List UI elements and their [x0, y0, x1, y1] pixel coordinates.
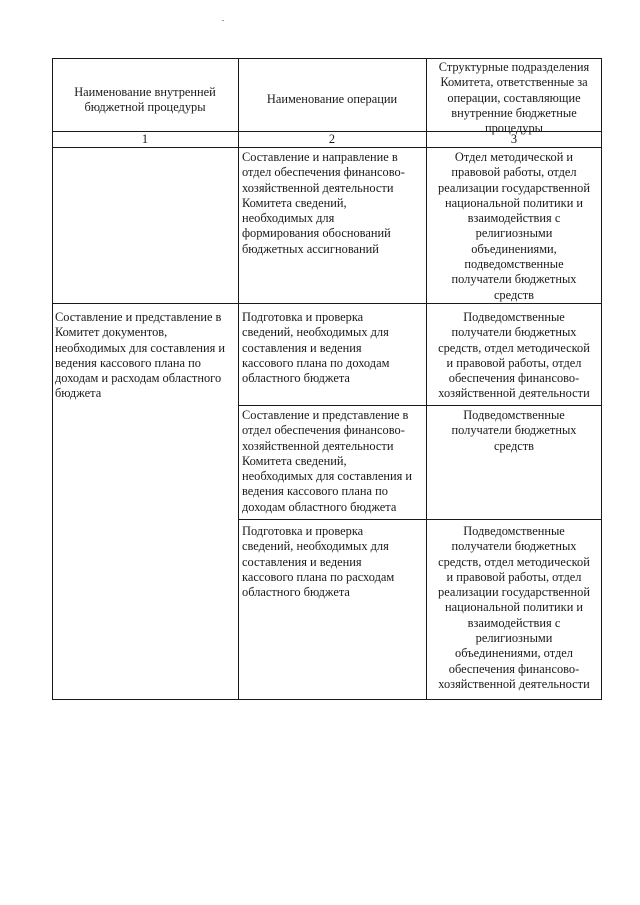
row1-bottom-rule [52, 303, 602, 304]
row3-responsible-units: Подведомственные получатели бюджетных средств [451, 408, 577, 453]
table-border-left [52, 58, 53, 700]
header-responsible-units: Структурные подразделения Комитета, ответственные за операции, составляющие внутренние бюджетные процедуры [438, 60, 590, 136]
column-number-3: 3 [510, 132, 518, 146]
table-border-bottom [52, 699, 602, 700]
column-divider-2 [426, 58, 427, 700]
row4-responsible-units: Подведомственные получатели бюджетных средств, отдел методической и правовой работы, отдел реализации государственной национальной политики и взаимодействия с религиозными объединениями, отдел обеспечения финансово- хозяйственной деятельности [438, 524, 590, 691]
column-divider-1 [238, 58, 239, 700]
table-border-top [52, 58, 602, 59]
row1-operation: Составление и направление в отдел обеспечения финансово- хозяйственной деятельности Комитета сведений, необходимых для формирования обоснований бюджетных ассигнований [242, 150, 405, 256]
row4-operation: Подготовка и проверка сведений, необходимых для составления и ведения кассового плана по расходам областного бюджета [242, 524, 395, 600]
row2-operation: Подготовка и проверка сведений, необходимых для составления и ведения кассового плана по доходам областного бюджета [242, 310, 390, 386]
header-operation-name: Наименование операции [266, 92, 398, 106]
header-procedure-name: Наименование внутренней бюджетной процедуры [74, 85, 216, 115]
row1-responsible-units: Отдел методической и правовой работы, отдел реализации государственной национальной политики и взаимодействия с религиозными объединениями, подведомственные получатели бюджетных средств [438, 150, 590, 302]
row3-operation: Составление и представление в отдел обеспечения финансово- хозяйственной деятельности Комитета сведений, необходимых для составления и ведения кассового плана по доходам областного бюджета [242, 408, 413, 514]
table-border-right [601, 58, 602, 700]
row2-responsible-units: Подведомственные получатели бюджетных средств, отдел методической и правовой работы, отдел обеспечения финансово- хозяйственной деятельности [438, 310, 590, 401]
row2-bottom-rule [238, 405, 602, 406]
procedure-cash-plan: Составление и представление в Комитет документов, необходимых для составления и ведения кассового плана по доходам и расходам областного бюджета [55, 310, 226, 401]
column-number-2: 2 [328, 132, 336, 146]
column-number-1: 1 [141, 132, 149, 146]
row3-bottom-rule [238, 519, 602, 520]
